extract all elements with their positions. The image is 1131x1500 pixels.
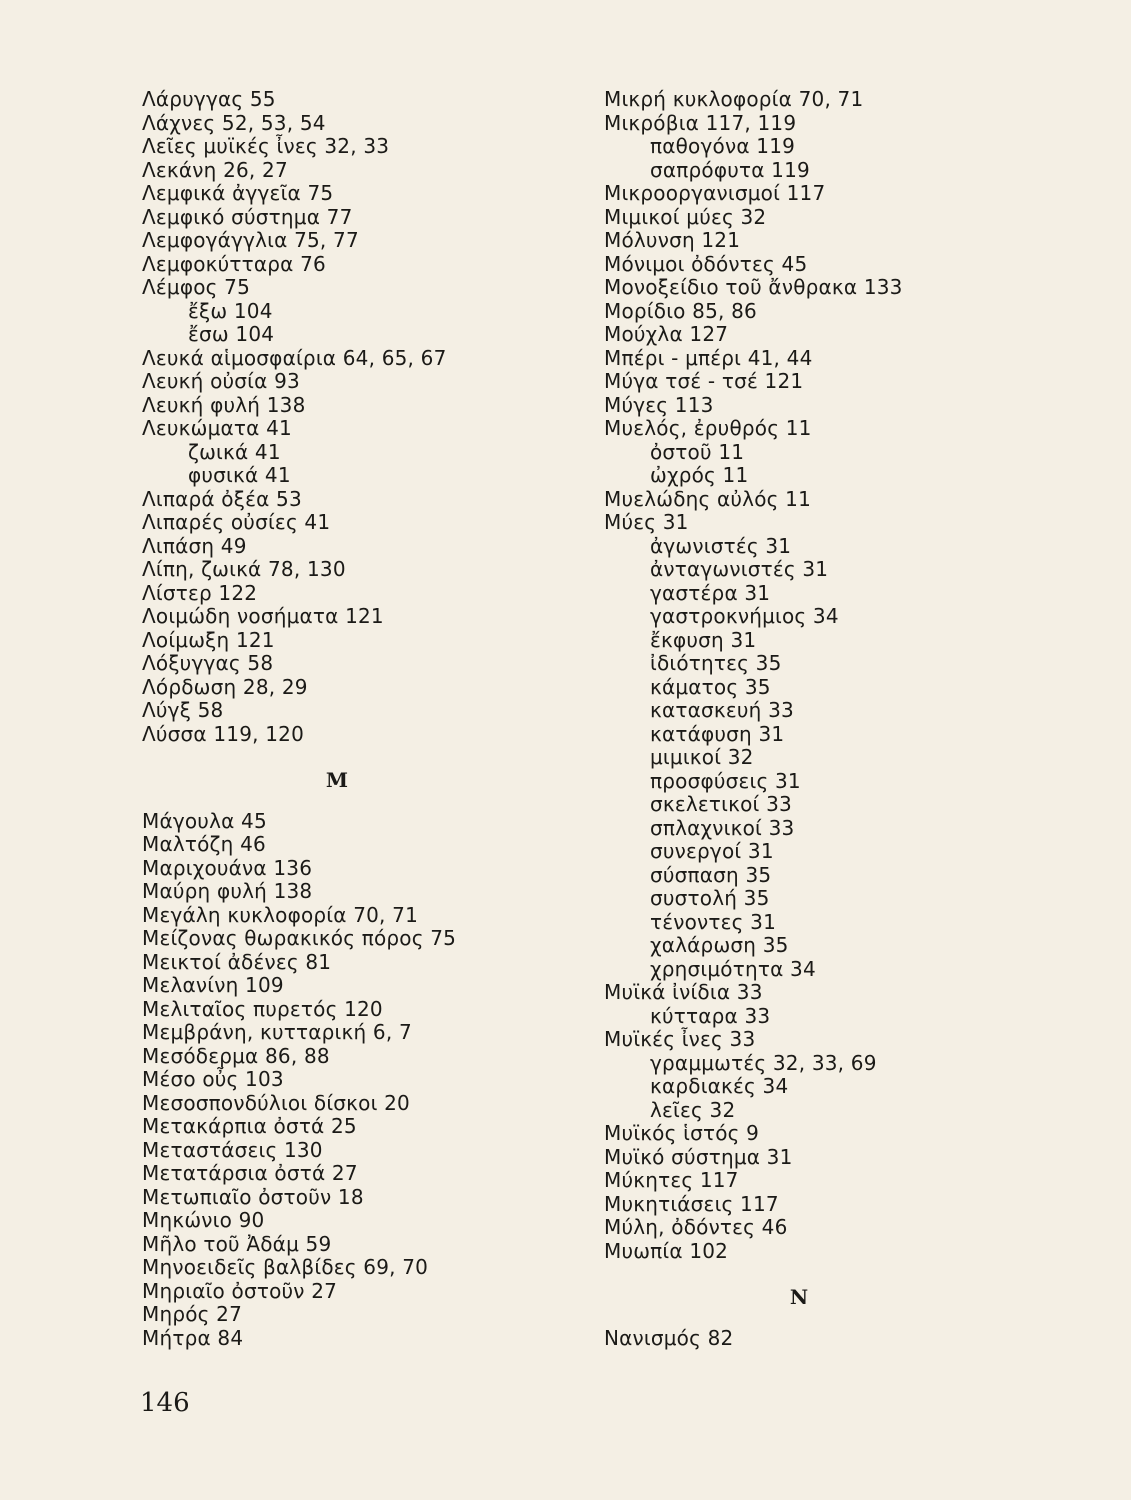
left-column xyxy=(142,88,582,1350)
index-subentry: ἀνταγωνιστές 31 xyxy=(650,557,829,581)
right-column xyxy=(604,88,1104,1350)
index-entry: Λεμφικά ἀγγεῖα 75 xyxy=(142,181,334,205)
index-entry: Λευκά αἱμοσφαίρια 64, 65, 67 xyxy=(142,345,447,370)
index-entry: Λάχνες 52, 53, 54 xyxy=(142,110,326,135)
index-subentry: γαστροκνήμιος 34 xyxy=(650,604,839,628)
index-subentry: καρδιακές 34 xyxy=(650,1074,789,1098)
left-entries-m xyxy=(142,810,582,1351)
index-entry: Μεμβράνη, κυτταρική 6, 7 xyxy=(142,1020,412,1044)
index-entry: Μύγες 113 xyxy=(604,392,714,417)
index-entry: Μεσοσπονδύλιοι δίσκοι 20 xyxy=(142,1090,410,1115)
index-entry: Λευκή οὐσία 93 xyxy=(142,369,300,393)
index-entry: Λιπαρά ὀξέα 53 xyxy=(142,486,302,511)
index-entry: Λύγξ 58 xyxy=(142,698,224,722)
index-entry: Μηκώνιο 90 xyxy=(142,1208,265,1232)
index-entry: Μετακάρπια ὀστά 25 xyxy=(142,1114,357,1138)
index-entry: Μικροοργανισμοί 117 xyxy=(604,181,826,205)
index-entry: Μυϊκός ἱστός 9 xyxy=(604,1121,760,1145)
index-subentry: σκελετικοί 33 xyxy=(650,792,792,816)
index-subentry: μιμικοί 32 xyxy=(650,745,754,769)
index-entry: Μάγουλα 45 xyxy=(142,808,267,833)
index-subentry: κύτταρα 33 xyxy=(650,1003,771,1028)
index-subentry: φυσικά 41 xyxy=(188,463,291,487)
index-entry: Μήτρα 84 xyxy=(142,1325,244,1350)
index-entry: Μείζονας θωρακικός πόρος 75 xyxy=(142,926,457,950)
index-entry: Μετωπιαῖο ὀστοῦν 18 xyxy=(142,1184,364,1209)
index-entry: Μυελός, ἐρυθρός 11 xyxy=(604,416,812,440)
index-entry: Μικρόβια 117, 119 xyxy=(604,110,797,135)
index-subentry: ἔξω 104 xyxy=(188,298,273,323)
index-subentry: σύσπαση 35 xyxy=(650,862,772,887)
index-subentry: τένοντες 31 xyxy=(650,909,777,934)
index-entry: Μύκητες 117 xyxy=(604,1168,739,1192)
index-entry: Λιπαρές οὐσίες 41 xyxy=(142,510,331,534)
index-entry: Μαύρη φυλή 138 xyxy=(142,879,313,903)
index-subentry: ὠχρός 11 xyxy=(650,463,749,487)
right-entries-n xyxy=(604,1327,1104,1351)
index-entry: Λεμφοκύτταρα 76 xyxy=(142,251,326,276)
index-subentry: σπλαχνικοί 33 xyxy=(650,815,795,840)
index-entry: Λίπη, ζωικά 78, 130 xyxy=(142,557,346,581)
index-subentry: χαλάρωση 35 xyxy=(650,933,789,957)
index-entry: Λευκώματα 41 xyxy=(142,416,292,440)
index-subentry: σαπρόφυτα 119 xyxy=(650,157,810,182)
index-subentry: παθογόνα 119 xyxy=(650,134,796,158)
index-entry: Λοίμωξη 121 xyxy=(142,627,275,652)
index-entry: Λίστερ 122 xyxy=(142,580,258,605)
index-entry: Μετατάρσια ὀστά 27 xyxy=(142,1161,358,1185)
index-entry: Λεῖες μυϊκές ἶνες 32, 33 xyxy=(142,134,390,158)
index-entry: Μορίδιο 85, 86 xyxy=(604,298,757,323)
index-subentry: ἀγωνιστές 31 xyxy=(650,533,792,558)
index-entry: Λεμφογάγγλια 75, 77 xyxy=(142,228,359,252)
index-entry: Λάρυγγας 55 xyxy=(142,87,276,111)
index-entry: Μαριχουάνα 136 xyxy=(142,855,313,880)
index-entry: Μαλτόζη 46 xyxy=(142,832,266,856)
index-subentry: ἔσω 104 xyxy=(188,322,275,346)
index-entry: Μόλυνση 121 xyxy=(604,228,741,252)
index-entry: Μεσόδερμα 86, 88 xyxy=(142,1043,330,1068)
index-subentry: γραμμωτές 32, 33, 69 xyxy=(650,1050,877,1075)
left-entries xyxy=(142,88,582,746)
index-entry: Μυωπία 102 xyxy=(604,1238,729,1263)
index-entry: Μυελώδης αὐλός 11 xyxy=(604,486,812,511)
index-entry: Λέμφος 75 xyxy=(142,275,250,299)
index-entry: Μυϊκό σύστημα 31 xyxy=(604,1144,793,1169)
index-subentry: λεῖες 32 xyxy=(650,1097,736,1122)
index-entry: Λευκή φυλή 138 xyxy=(142,392,306,417)
index-entry: Μούχλα 127 xyxy=(604,322,729,346)
index-subentry: γαστέρα 31 xyxy=(650,580,771,605)
index-entry: Μπέρι - μπέρι 41, 44 xyxy=(604,345,813,370)
right-entries xyxy=(604,88,1104,1263)
index-entry: Νανισμός 82 xyxy=(604,1325,734,1350)
index-entry: Λεκάνη 26, 27 xyxy=(142,157,288,182)
index-entry: Μυκητιάσεις 117 xyxy=(604,1191,779,1216)
index-entry: Μέσο οὖς 103 xyxy=(142,1067,284,1091)
index-entry: Μελιταῖος πυρετός 120 xyxy=(142,996,383,1021)
index-entry: Μύλη, ὀδόντες 46 xyxy=(604,1215,788,1239)
index-subentry: ἔκφυση 31 xyxy=(650,627,757,652)
index-entry: Μόνιμοι ὀδόντες 45 xyxy=(604,251,808,276)
index-subentry: ζωικά 41 xyxy=(188,439,281,464)
index-entry: Λιπάση 49 xyxy=(142,533,247,558)
section-letter-m: Μ xyxy=(325,768,349,792)
index-entry: Μικρή κυκλοφορία 70, 71 xyxy=(604,87,864,111)
index-subentry: συστολή 35 xyxy=(650,886,770,910)
index-subentry: ἰδιότητες 35 xyxy=(650,651,782,675)
index-entry: Μυϊκές ἶνες 33 xyxy=(604,1027,756,1051)
index-entry: Μεταστάσεις 130 xyxy=(142,1137,323,1162)
index-subentry: ὀστοῦ 11 xyxy=(650,439,745,464)
index-entry: Μιμικοί μύες 32 xyxy=(604,204,767,229)
index-entry: Μονοξείδιο τοῦ ἄνθρακα 133 xyxy=(604,275,903,299)
index-subentry: κατασκευή 33 xyxy=(650,698,794,722)
index-entry: Μεγάλη κυκλοφορία 70, 71 xyxy=(142,902,419,927)
index-entry: Λοιμώδη νοσήματα 121 xyxy=(142,604,384,628)
index-entry: Μυϊκά ἰνίδια 33 xyxy=(604,980,763,1004)
index-entry: Μεικτοί ἀδένες 81 xyxy=(142,949,332,974)
index-entry: Λεμφικό σύστημα 77 xyxy=(142,204,353,229)
index-entry: Μύγα τσέ - τσέ 121 xyxy=(604,369,804,393)
index-subentry: χρησιμότητα 34 xyxy=(650,956,816,981)
index-entry: Μηρός 27 xyxy=(142,1302,243,1326)
index-subentry: συνεργοί 31 xyxy=(650,839,774,863)
index-entry: Μῆλο τοῦ Ἀδάμ 59 xyxy=(142,1231,332,1256)
section-letter-n: Ν xyxy=(789,1285,809,1309)
index-subentry: κάματος 35 xyxy=(650,674,771,699)
index-subentry: προσφύσεις 31 xyxy=(650,768,801,793)
index-entry: Μύες 31 xyxy=(604,510,689,534)
index-entry: Λόρδωση 28, 29 xyxy=(142,674,308,699)
index-entry: Μελανίνη 109 xyxy=(142,973,284,997)
index-entry: Λύσσα 119, 120 xyxy=(142,721,305,746)
index-entry: Μηνοειδεῖς βαλβίδες 69, 70 xyxy=(142,1255,429,1279)
index-entry: Λόξυγγας 58 xyxy=(142,651,274,675)
page-number: 146 xyxy=(140,1388,190,1418)
index-subentry: κατάφυση 31 xyxy=(650,721,785,746)
index-entry: Μηριαῖο ὀστοῦν 27 xyxy=(142,1278,338,1303)
